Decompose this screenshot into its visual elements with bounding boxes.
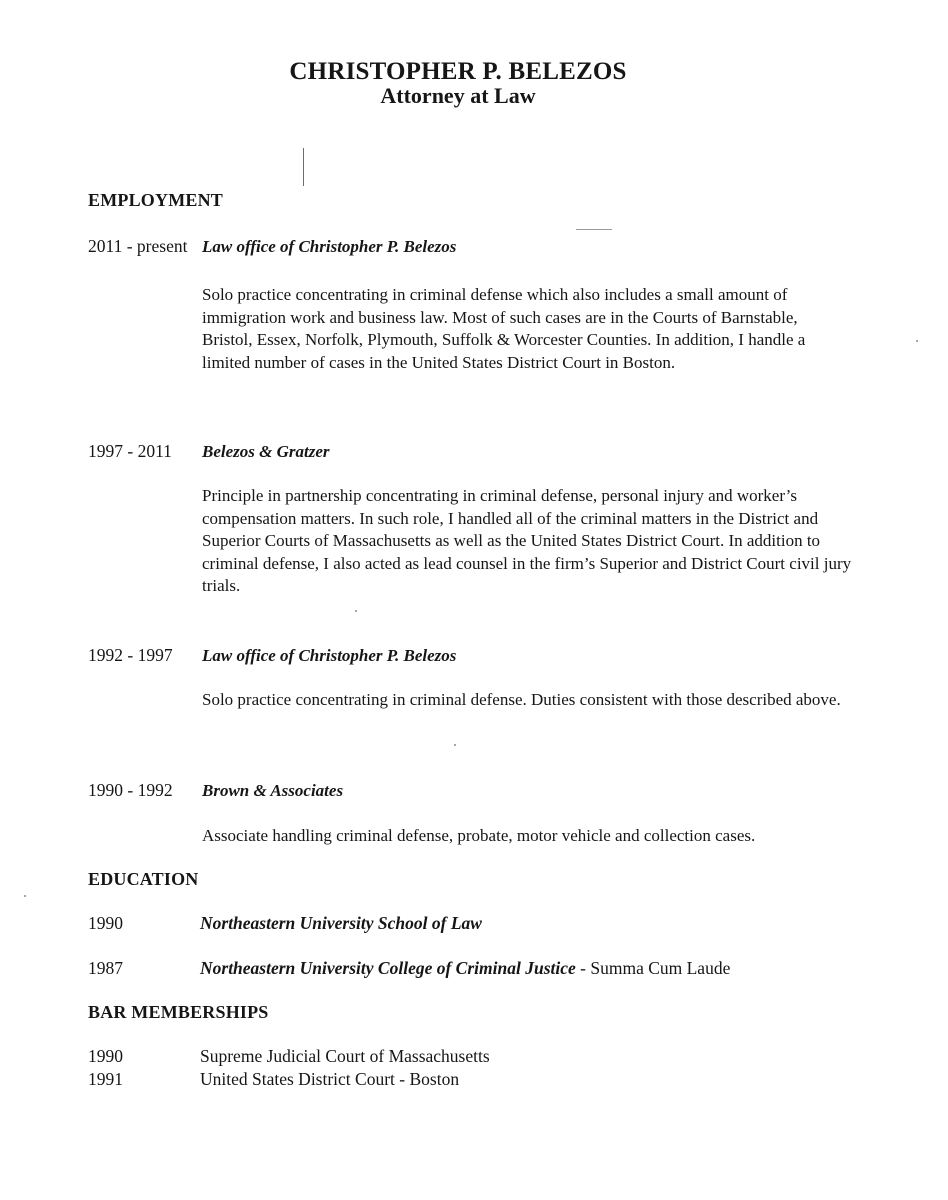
employment-dates: 1997 - 2011 bbox=[88, 441, 172, 461]
scan-artifact-horizontal-line bbox=[576, 229, 612, 230]
attorney-title: Attorney at Law bbox=[380, 83, 536, 108]
employment-firm: Belezos & Gratzer bbox=[202, 442, 330, 461]
bar-memberships-heading: BAR MEMBERSHIPS bbox=[88, 1002, 269, 1022]
employment-firm: Law office of Christopher P. Belezos bbox=[202, 646, 457, 665]
attorney-name: CHRISTOPHER P. BELEZOS bbox=[289, 58, 627, 85]
scan-artifact-vertical-line bbox=[303, 148, 304, 186]
education-year: 1987 bbox=[88, 958, 123, 978]
employment-dates: 1990 - 1992 bbox=[88, 780, 173, 800]
education-school-line bbox=[200, 913, 482, 934]
employment-description: Solo practice concentrating in criminal defense. Duties consistent with those described above. bbox=[202, 690, 841, 709]
employment-dates: 2011 - present bbox=[88, 236, 188, 256]
employment-firm: Law office of Christopher P. Belezos bbox=[202, 237, 457, 256]
education-school: Northeastern University School of Law bbox=[200, 913, 482, 933]
bar-court: United States District Court - Boston bbox=[200, 1069, 460, 1089]
bar-year: 1990 bbox=[88, 1046, 123, 1066]
education-school-line bbox=[200, 958, 730, 979]
employment-description: Solo practice concentrating in criminal defense which also includes a small amount of immigration work and business law. Most of such cases are in the Courts of Barnstable, Bristol, Essex, Norfolk, Plymouth, Suffolk & Worcester Counties. In addition, I handle a limited number of cases in the United States District Court in Boston. bbox=[202, 285, 806, 372]
education-year: 1990 bbox=[88, 913, 123, 933]
education-heading: EDUCATION bbox=[88, 869, 199, 889]
employment-description: Principle in partnership concentrating in criminal defense, personal injury and worker’s compensation matters. In such role, I handled all of the criminal matters in the District and Superior Courts of Massachusetts as well as the United States District Court. In addition to criminal defense, I also acted as lead counsel in the firm’s Superior and District Court civil jury trials. bbox=[202, 486, 852, 595]
bar-year: 1991 bbox=[88, 1069, 123, 1089]
education-honor: - Summa Cum Laude bbox=[575, 958, 731, 978]
education-school: Northeastern University College of Criminal Justice bbox=[200, 958, 576, 978]
scan-speck bbox=[454, 744, 456, 746]
employment-dates: 1992 - 1997 bbox=[88, 645, 173, 665]
scan-speck bbox=[916, 340, 918, 342]
employment-description: Associate handling criminal defense, probate, motor vehicle and collection cases. bbox=[202, 826, 756, 845]
scan-speck bbox=[24, 895, 26, 897]
employment-firm: Brown & Associates bbox=[202, 781, 344, 800]
bar-court: Supreme Judicial Court of Massachusetts bbox=[200, 1046, 490, 1066]
scan-speck bbox=[355, 610, 357, 612]
employment-heading: EMPLOYMENT bbox=[88, 190, 223, 210]
